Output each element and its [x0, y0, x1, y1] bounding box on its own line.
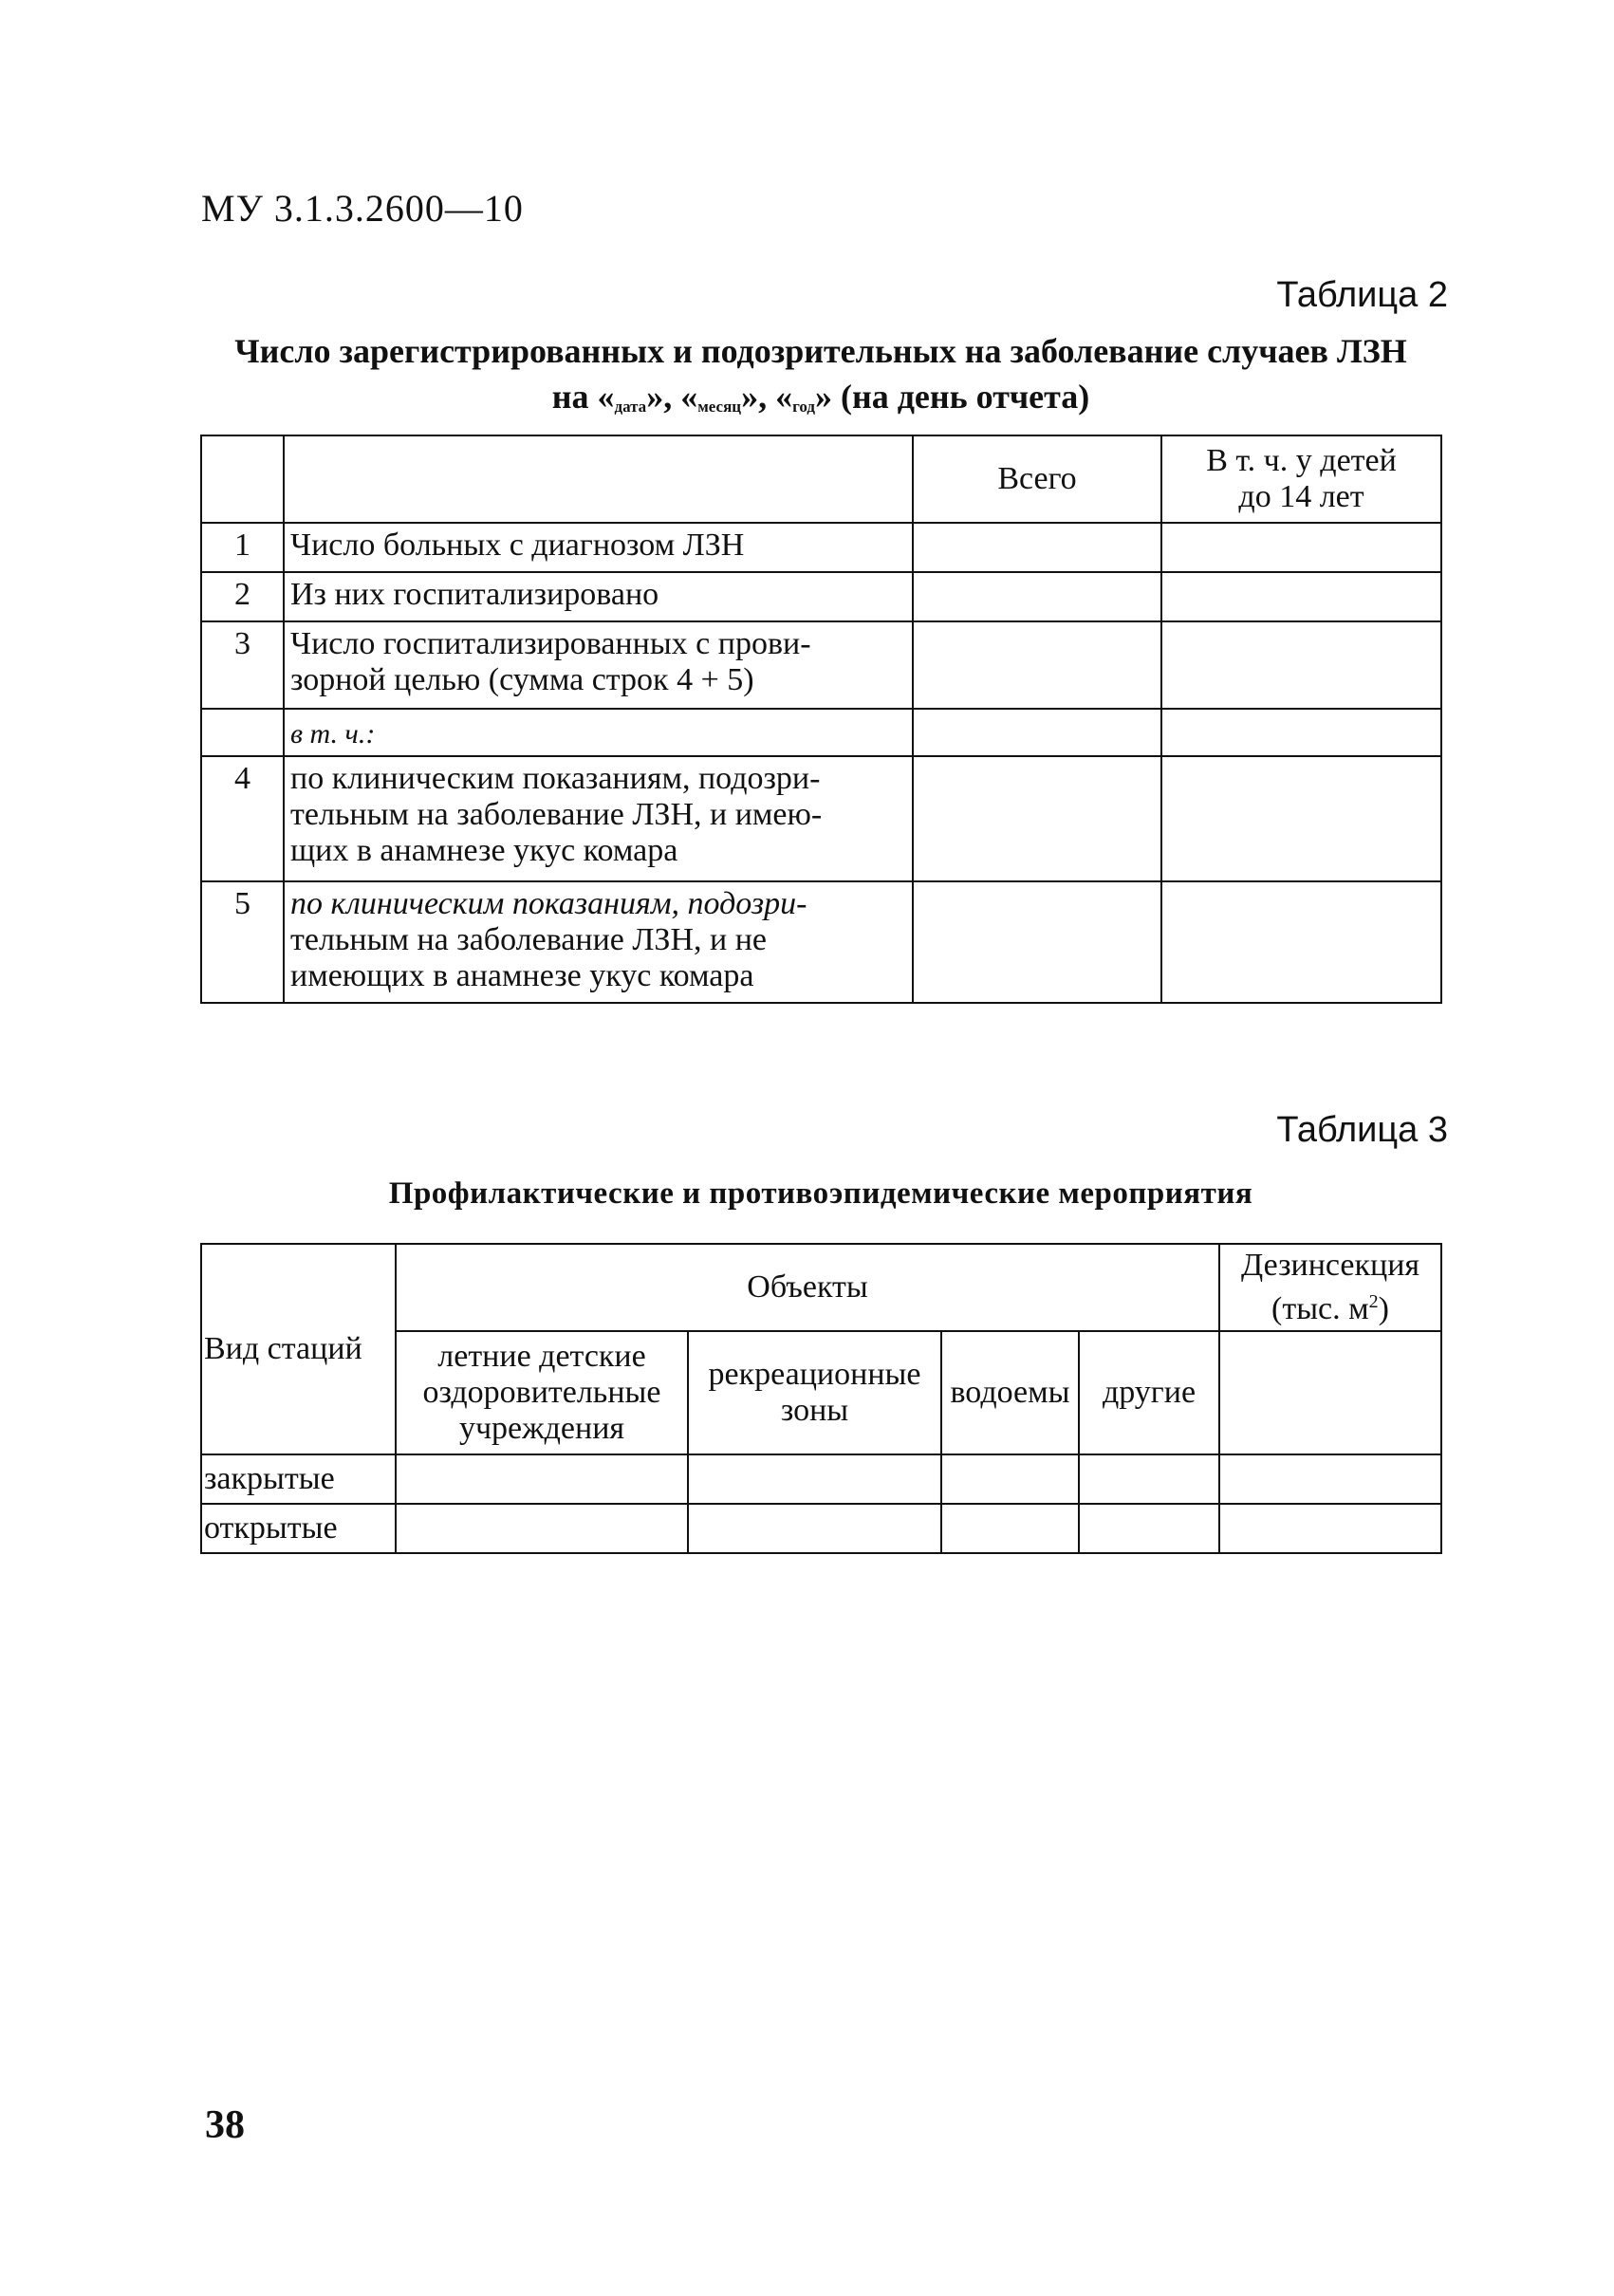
disinsection-line2	[1226, 1284, 1435, 1327]
cell	[941, 1454, 1079, 1504]
row-number: 2	[201, 572, 284, 621]
row-label-line: Число госпитализированных с прови-	[290, 626, 811, 661]
cell-total	[913, 756, 1161, 881]
cell-total	[913, 572, 1161, 621]
title-sub-year: год	[792, 398, 815, 416]
title-sub-date: дата	[614, 398, 647, 416]
cell	[1219, 1504, 1441, 1553]
subheader-recreation-zones	[688, 1331, 941, 1454]
cell-total	[913, 881, 1161, 1003]
title-sub-month: месяц	[697, 398, 742, 416]
cell	[1079, 1454, 1219, 1504]
row-label-line: щих в анамнезе укус комара	[290, 833, 678, 868]
subheader-line: рекреационные	[708, 1357, 921, 1392]
table3-title: Профилактические и противоэпидемические мероприятия	[388, 1176, 1253, 1211]
table3-header-row	[201, 1244, 1441, 1331]
table-row	[201, 756, 1441, 881]
title-sep1: », «	[646, 378, 698, 416]
row-number: 5	[201, 881, 284, 1003]
cell-children	[1161, 709, 1441, 756]
header-cell-label	[284, 435, 913, 523]
row-label-line: имеющих в анамнезе укус комара	[290, 958, 754, 993]
table-row	[201, 709, 1441, 756]
title-sep2: », «	[741, 378, 793, 416]
header-cell-total: Всего	[913, 435, 1161, 523]
subheader-line: учреждения	[458, 1411, 625, 1446]
page-number: 38	[205, 2103, 245, 2147]
row-label: в т. ч.:	[284, 709, 913, 756]
cell-total	[913, 621, 1161, 709]
subheader-line: зоны	[780, 1393, 849, 1428]
row-label: открытые	[201, 1504, 396, 1553]
row-number: 4	[201, 756, 284, 881]
table-row	[201, 572, 1441, 621]
row-label-line: тельным на заболевание ЛЗН, и имею-	[290, 797, 823, 832]
header-cell-station-type: Вид стаций	[201, 1244, 396, 1454]
table2-title-line1: Число зарегистрированных и подозрительных на заболевание случаев ЛЗН	[234, 332, 1407, 370]
disinsection-unit: (тыс. м	[1271, 1291, 1369, 1326]
table3	[200, 1243, 1442, 1554]
cell-total	[913, 523, 1161, 572]
title-prefix: на «	[551, 378, 615, 416]
cell-children	[1161, 523, 1441, 572]
subheader-line: летние детские	[437, 1339, 646, 1374]
subheader-disinsection-empty	[1219, 1331, 1441, 1454]
header-cell-children	[1161, 435, 1441, 523]
disinsection-sup: 2	[1368, 1291, 1379, 1312]
disinsection-line1: Дезинсекция	[1240, 1248, 1420, 1283]
row-number: 3	[201, 621, 284, 709]
subheader-line: оздоровительные	[422, 1375, 661, 1410]
table2-title-line2	[190, 374, 1452, 430]
cell	[1219, 1454, 1441, 1504]
header-cell-objects: Объекты	[396, 1244, 1219, 1331]
header-children-line1: В т. ч. у детей	[1206, 443, 1397, 478]
row-number: 1	[201, 523, 284, 572]
cell	[941, 1504, 1079, 1553]
cell	[1079, 1504, 1219, 1553]
disinsection-paren: )	[1378, 1291, 1389, 1326]
table3-label: Таблица 3	[1276, 1110, 1448, 1150]
table2	[200, 435, 1442, 1004]
header-cell-number	[201, 435, 284, 523]
cell-children	[1161, 756, 1441, 881]
table-row	[201, 1504, 1441, 1553]
subheader-children-institutions	[396, 1331, 688, 1454]
table-row	[201, 881, 1441, 1003]
subheader-water-bodies: водоемы	[941, 1331, 1079, 1454]
row-label	[284, 621, 913, 709]
cell	[688, 1504, 941, 1553]
table-row	[201, 621, 1441, 709]
cell-children	[1161, 572, 1441, 621]
table2-title	[190, 328, 1452, 430]
cell	[396, 1504, 688, 1553]
row-label-line: тельным на заболевание ЛЗН, и не	[290, 922, 767, 957]
row-label: Число больных с диагнозом ЛЗН	[284, 523, 913, 572]
subheader-other: другие	[1079, 1331, 1219, 1454]
table2-header-row	[201, 435, 1441, 523]
cell-total	[913, 709, 1161, 756]
title-suffix: » (на день отчета)	[814, 378, 1090, 416]
table-row	[201, 523, 1441, 572]
cell	[396, 1454, 688, 1504]
cell-children	[1161, 881, 1441, 1003]
row-label-line: по клиническим показаниям, подозри-	[290, 761, 821, 796]
header-cell-disinsection	[1219, 1244, 1441, 1331]
row-label-line: по клиническим показаниям, подозри-	[290, 886, 807, 921]
cell-children	[1161, 621, 1441, 709]
row-label-line: зорной целью (сумма строк 4 + 5)	[290, 662, 754, 697]
document-code: МУ 3.1.3.2600—10	[201, 187, 524, 230]
header-children-line2: до 14 лет	[1238, 479, 1364, 514]
table-row	[201, 1454, 1441, 1504]
row-label	[284, 881, 913, 1003]
row-label	[284, 756, 913, 881]
row-label: Из них госпитализировано	[284, 572, 913, 621]
cell	[688, 1454, 941, 1504]
row-label: закрытые	[201, 1454, 396, 1504]
row-number	[201, 709, 284, 756]
table2-label: Таблица 2	[1276, 275, 1448, 315]
